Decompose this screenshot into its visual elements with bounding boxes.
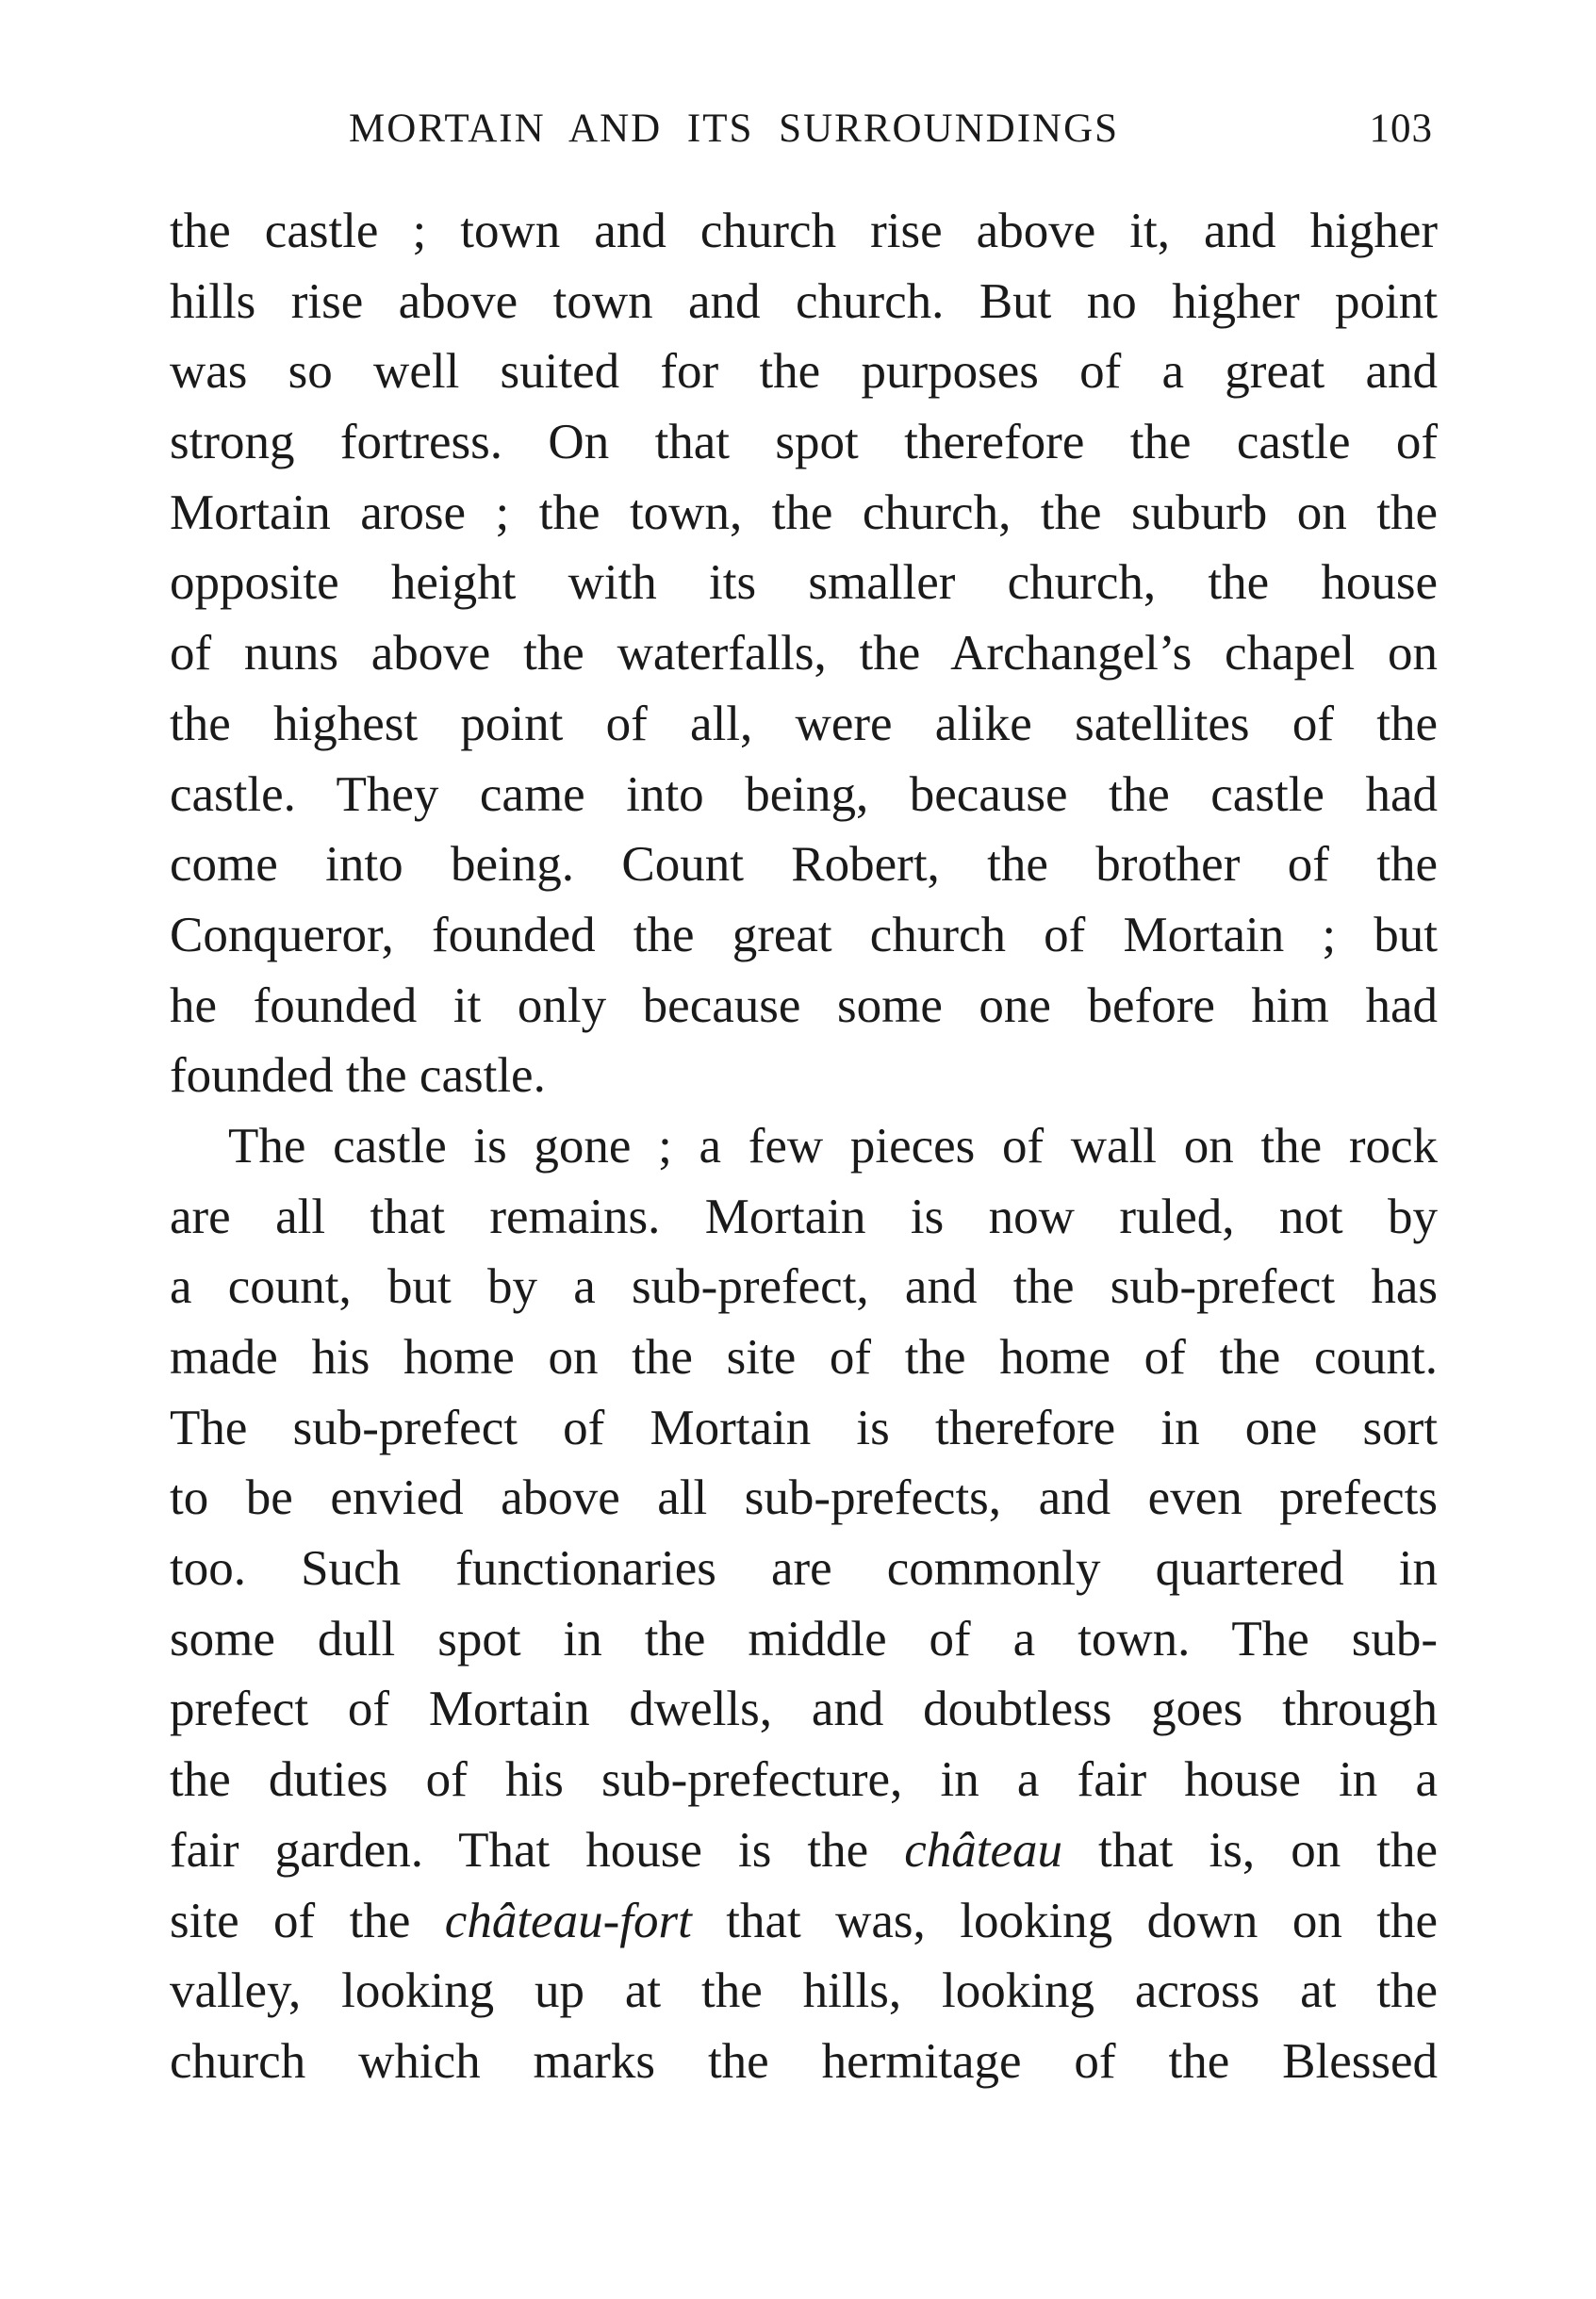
text-line: valley, looking up at the hills, looking across at the — [170, 1963, 1438, 2019]
text-run: that was, looking down on the — [691, 1893, 1439, 1948]
text-line: The castle is gone ; a few pieces of wall on the rock — [228, 1118, 1438, 1174]
text-line: the duties of his sub-prefecture, in a fair house in a — [170, 1752, 1438, 1808]
text-line: come into being. Count Robert, the brother of the — [170, 837, 1438, 893]
italic-word-chateau: château — [904, 1822, 1062, 1878]
text-line — [170, 1815, 1438, 1886]
text-line: Mortain arose ; the town, the church, the suburb on the — [170, 484, 1438, 540]
text-line: strong fortress. On that spot therefore the castle of — [170, 415, 1438, 470]
text-run: site of the — [170, 1893, 445, 1948]
text-line: are all that remains. Mortain is now ruled, not by — [170, 1189, 1438, 1244]
running-head — [170, 106, 1433, 162]
text-line: he founded it only because some one before him had — [170, 977, 1438, 1033]
text-line: too. Such functionaries are commonly quartered in — [170, 1541, 1438, 1597]
text-line: made his home on the site of the home of the count. — [170, 1330, 1438, 1385]
page-number: 103 — [1369, 107, 1433, 151]
paragraph-1 — [170, 196, 1438, 1111]
text-run: that is, on the — [1061, 1822, 1438, 1878]
running-title: MORTAIN AND ITS SURROUNDINGS — [349, 107, 1120, 151]
text-line: The sub-prefect of Mortain is therefore in one sort — [170, 1400, 1438, 1455]
text-line: some dull spot in the middle of a town. The sub- — [170, 1611, 1438, 1667]
text-line: of nuns above the waterfalls, the Archangel’s chapel on — [170, 626, 1438, 681]
text-line: prefect of Mortain dwells, and doubtless goes through — [170, 1682, 1438, 1737]
text-run: fair garden. That house is the — [170, 1822, 905, 1878]
text-line: hills rise above town and church. But no higher point — [170, 273, 1438, 329]
text-line: Conqueror, founded the great church of Mortain ; but — [170, 907, 1438, 962]
text-line: the highest point of all, were alike satellites of the — [170, 696, 1438, 751]
text-line: the castle ; town and church rise above it, and higher — [170, 204, 1438, 258]
body-text — [170, 196, 1438, 2097]
text-line: was so well suited for the purposes of a great and — [170, 344, 1438, 400]
text-line — [170, 1886, 1438, 1957]
text-line: opposite height with its smaller church, the house — [170, 555, 1438, 611]
italic-word-chateau-fort: château-fort — [444, 1893, 692, 1948]
text-line: a count, but by a sub-prefect, and the sub-prefect has — [170, 1259, 1438, 1315]
text-line: church which marks the hermitage of the Blessed — [170, 2033, 1438, 2089]
text-line: founded the castle. — [170, 1048, 546, 1104]
text-line: to be envied above all sub-prefects, and even prefects — [170, 1470, 1438, 1526]
paragraph-2 — [170, 1111, 1438, 2097]
text-line: castle. They came into being, because the castle had — [170, 766, 1438, 822]
